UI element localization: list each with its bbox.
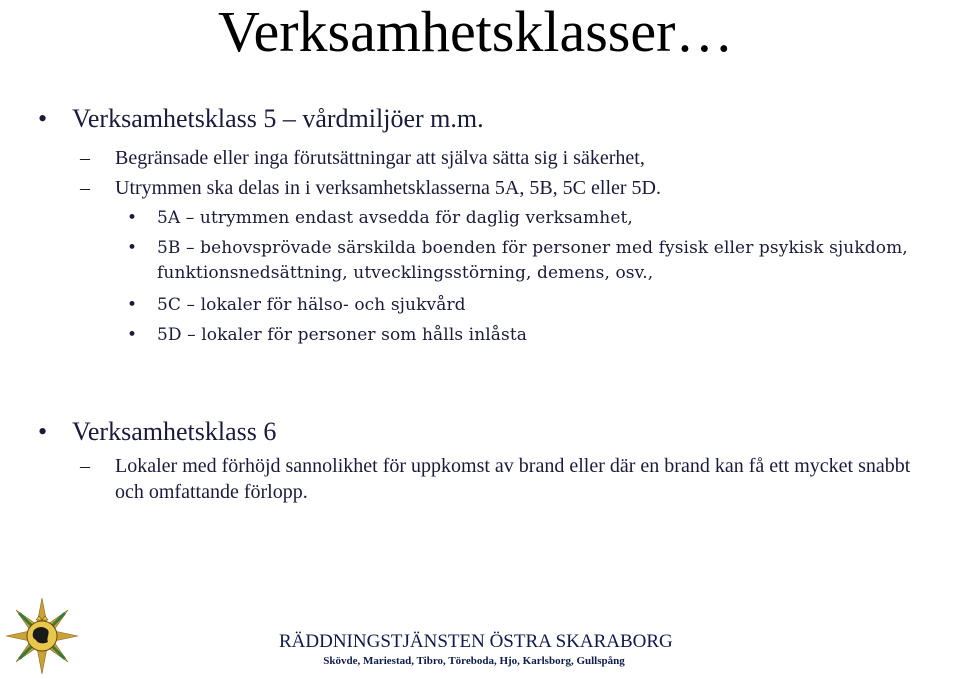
section1-subitem: 5A – utrymmen endast avsedda för daglig verksamhet,: [157, 208, 633, 228]
footer-organization: RÄDDNINGSTJÄNSTEN ÖSTRA SKARABORG: [279, 631, 673, 652]
bullet-mark: •: [127, 238, 138, 258]
bullet-mark: •: [38, 104, 48, 133]
section1-subitem: 5C – lokaler för hälso- och sjukvård: [157, 295, 466, 315]
dash-mark: –: [80, 147, 90, 169]
rescue-service-emblem-icon: [4, 596, 80, 676]
section1-heading: Verksamhetsklass 5 – vårdmiljöer m.m.: [72, 104, 484, 133]
bullet-mark: •: [127, 295, 138, 315]
slide-title: Verksamhetsklasser…: [218, 0, 734, 64]
section2-item: Lokaler med förhöjd sannolikhet för uppkomst av brand eller där en brand kan få ett mycket snabbt och omfattande förlopp.: [115, 455, 911, 503]
bullet-mark: •: [127, 208, 138, 228]
dash-mark: –: [80, 455, 90, 477]
bullet-mark: •: [38, 417, 48, 446]
dash-mark: –: [80, 177, 90, 199]
section1-item: Begränsade eller inga förutsättningar att själva sätta sig i säkerhet,: [115, 147, 645, 169]
section1-subitem: 5D – lokaler för personer som hålls inlåsta: [157, 325, 528, 345]
section1-item: Utrymmen ska delas in i verksamhetsklasserna 5A, 5B, 5C eller 5D.: [115, 177, 661, 199]
bullet-mark: •: [127, 325, 138, 345]
section1-subitem: 5B – behovsprövade särskilda boenden för personer med fysisk eller psykisk sjukdom, funktionsnedsättning, utvecklingsstörning, demens, osv.,: [157, 238, 908, 283]
section2-heading: Verksamhetsklass 6: [72, 417, 277, 446]
footer-locations: Skövde, Mariestad, Tibro, Töreboda, Hjo, Karlsborg, Gullspång: [323, 655, 625, 667]
